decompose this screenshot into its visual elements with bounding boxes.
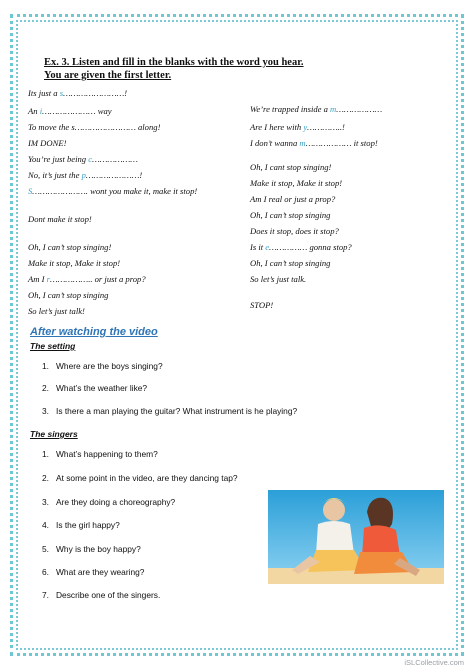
singers-heading: The singers	[30, 429, 78, 439]
lyric-line: Make it stop, Make it stop!	[250, 178, 343, 188]
question-item: 1. Where are the boys singing?	[42, 361, 163, 371]
lyric-line: To move the s…………………… along!	[28, 122, 161, 132]
lyric-line: No, it’s just the p…………………!	[28, 170, 143, 180]
lyric-line: Am I r…………….. or just a prop?	[28, 274, 146, 284]
lyric-line: Its just a s……………………!	[28, 88, 128, 98]
lyric-line: An i………………… way	[28, 106, 112, 116]
footer-watermark: iSLCollective.com	[404, 658, 464, 667]
setting-heading: The setting	[30, 341, 76, 351]
lyric-line: Oh, I can’t stop singing	[28, 290, 109, 300]
lyric-line: Dont make it stop!	[28, 214, 92, 224]
lyric-line: So let’s just talk.	[250, 274, 307, 284]
lyric-line: Is it e…………… gonna stop?	[250, 242, 352, 252]
singers-photo	[268, 490, 444, 584]
lyric-line: S…………………. wont you make it, make it stop!	[28, 186, 198, 196]
question-item: 2. At some point in the video, are they dancing tap?	[42, 473, 238, 483]
exercise-instruction-line1: Ex. 3. Listen and fill in the blanks with the word you hear.	[44, 57, 304, 68]
lyric-line: STOP!	[250, 300, 274, 310]
lyric-line: Are I here with y…………..!	[250, 122, 345, 132]
lyric-line: Make it stop, Make it stop!	[28, 258, 121, 268]
lyric-line: Does it stop, does it stop?	[250, 226, 339, 236]
exercise-instruction-line2: You are given the first letter.	[44, 70, 172, 81]
question-item: 1. What’s happening to them?	[42, 449, 158, 459]
singers-illustration	[268, 490, 444, 584]
lyric-line: Oh, I can’t stop singing!	[28, 242, 112, 252]
lyric-line: We’re trapped inside a m………………	[250, 104, 383, 114]
question-item: 7. Describe one of the singers.	[42, 590, 161, 600]
lyric-line: I don’t wanna m……………… it stop!	[250, 138, 378, 148]
exercise-header	[44, 56, 424, 82]
lyric-line: Oh, I cant stop singing!	[250, 162, 332, 172]
lyric-line: So let’s just talk!	[28, 306, 85, 316]
lyric-line: Oh, I can’t stop singing	[250, 210, 331, 220]
lyric-line: You’re just being c………………	[28, 154, 138, 164]
lyric-line: Oh, I can’t stop singing	[250, 258, 331, 268]
question-item: 3. Is there a man playing the guitar? What instrument is he playing?	[42, 406, 298, 416]
lyric-line: Am I real or just a prop?	[250, 194, 336, 204]
question-item: 5. Why is the boy happy?	[42, 544, 141, 554]
after-watching-heading: After watching the video	[30, 326, 158, 338]
question-item: 4. Is the girl happy?	[42, 520, 120, 530]
question-item: 2. What’s the weather like?	[42, 383, 148, 393]
question-item: 6. What are they wearing?	[42, 567, 145, 577]
lyric-line: IM DONE!	[28, 138, 67, 148]
question-item: 3. Are they doing a choreography?	[42, 497, 176, 507]
